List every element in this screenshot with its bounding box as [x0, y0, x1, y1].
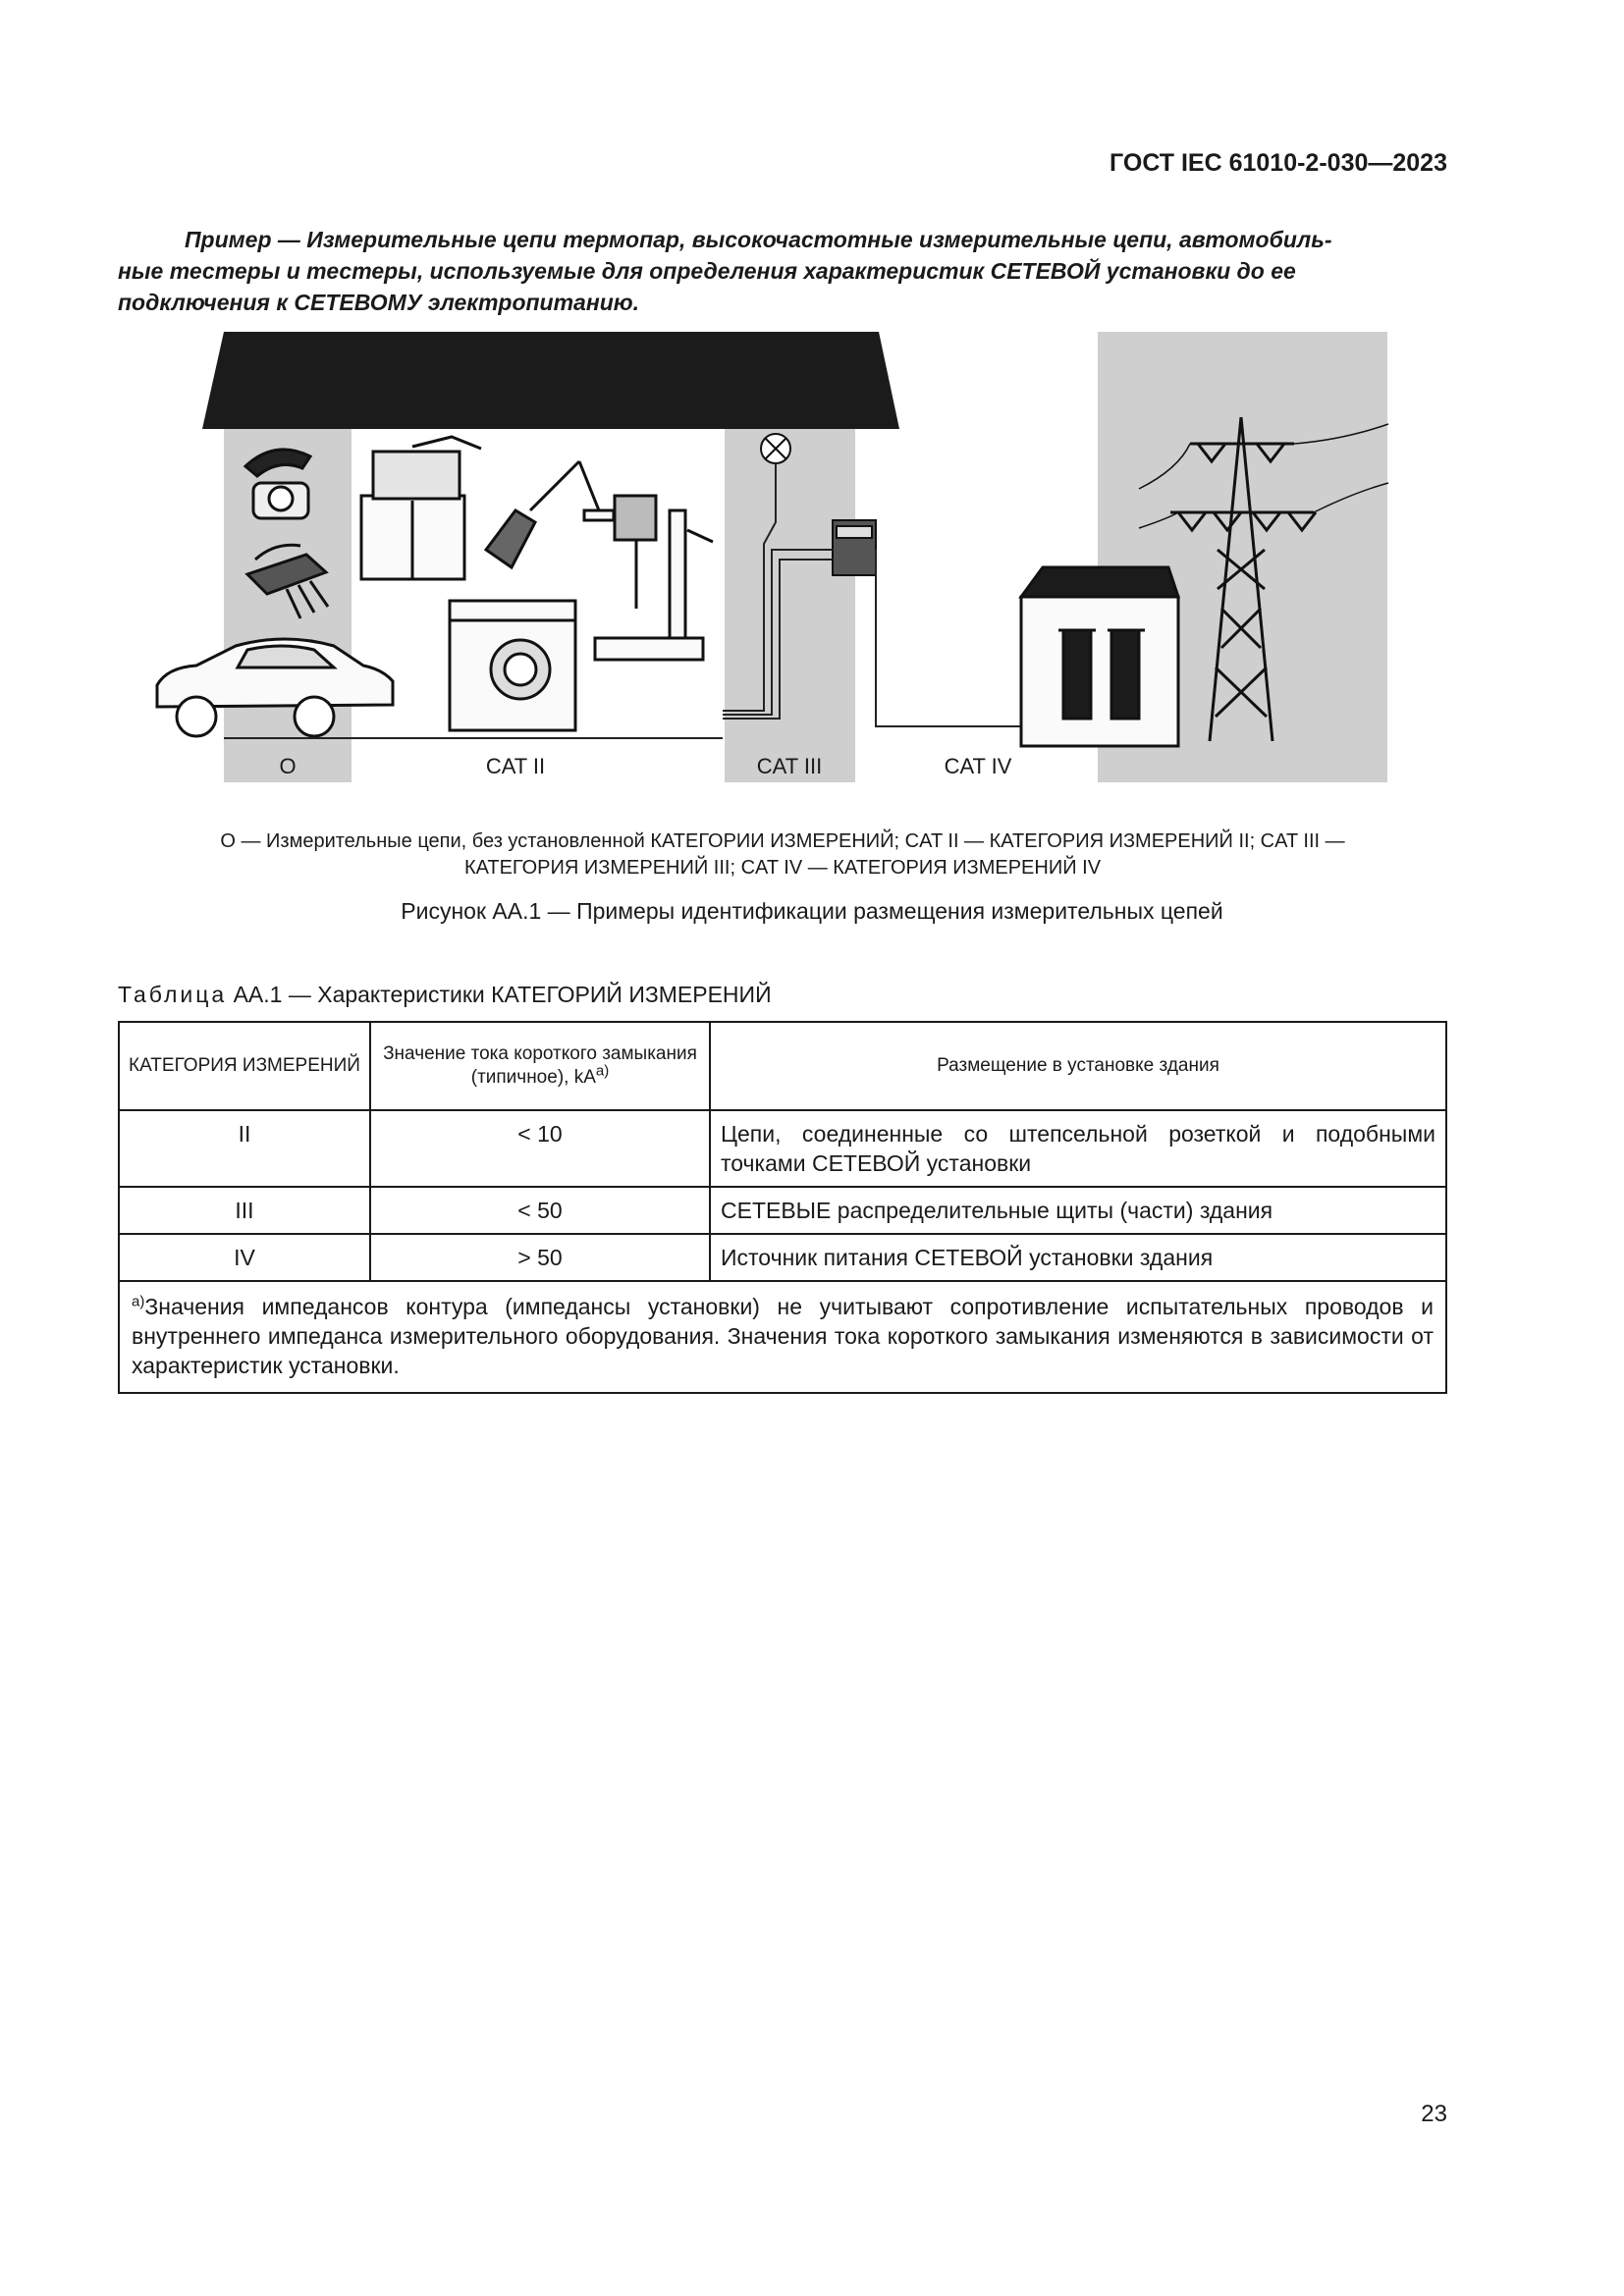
table-footnote: [119, 1281, 1446, 1393]
document-header: ГОСТ IEC 61010-2-030—2023: [1110, 149, 1447, 177]
cell-category: II: [119, 1110, 370, 1187]
cell-current: > 50: [370, 1234, 710, 1281]
zone-cat3-background: [725, 417, 855, 782]
header-current: [370, 1022, 710, 1110]
table-title-prefix: Таблица: [118, 982, 228, 1007]
cell-current: < 50: [370, 1187, 710, 1234]
table-row: [119, 1110, 1446, 1187]
zone-label-o: O: [279, 754, 297, 778]
washing-machine-icon: [450, 601, 575, 730]
header-current-note: a): [595, 1062, 610, 1080]
table-footnote-row: [119, 1281, 1446, 1393]
example-line-3: подключения к СЕТЕВОМУ электропитанию.: [118, 290, 640, 315]
zone-o-background: [224, 417, 352, 782]
telephone-icon: [245, 450, 310, 518]
copier-icon: [361, 437, 481, 579]
cell-placement: СЕТЕВЫЕ распределительные щиты (части) здания: [710, 1187, 1446, 1234]
example-line-2: ные тестеры и тестеры, используемые для определения характеристик СЕТЕВОЙ установки до ее: [118, 258, 1296, 284]
distribution-panel-icon: [833, 520, 876, 575]
table-row: [119, 1187, 1446, 1234]
cell-current: < 10: [370, 1110, 710, 1187]
table-title-text: АА.1 — Характеристики КАТЕГОРИЙ ИЗМЕРЕНИЙ: [233, 982, 772, 1007]
table-title: [118, 982, 772, 1008]
table-header-row: [119, 1022, 1446, 1110]
page-number: 23: [1421, 2101, 1447, 2127]
cell-placement: Цепи, соединенные со штепсельной розеткой и подобными точками СЕТЕВОЙ установки: [710, 1110, 1446, 1187]
footnote-mark: a): [132, 1293, 145, 1310]
header-placement: Размещение в установке здания: [710, 1022, 1446, 1110]
cell-category: III: [119, 1187, 370, 1234]
zone-label-cat3: CAT III: [756, 754, 823, 778]
legend-line-1: О — Измерительные цепи, без установленной КАТЕГОРИИ ИЗМЕРЕНИЙ; CAT II — КАТЕГОРИЯ ИЗМЕРЕНИЙ II; CAT III —: [220, 830, 1345, 852]
figure-measurement-categories: [0, 0, 1624, 805]
cell-category: IV: [119, 1234, 370, 1281]
zone-label-cat4: CAT IV: [944, 754, 1012, 778]
house-roof: [202, 332, 899, 429]
footnote-text: Значения импедансов контура (импедансы установки) не учитывают сопротивление испытательных проводов и внутреннего импеданса измерительного оборудования. Значения тока короткого замыкания изменяются в зависимости от характеристик установки.: [132, 1294, 1434, 1378]
example-line-1: Пример — Измерительные цепи термопар, высокочастотные измерительные цепи, автомобиль-: [185, 227, 1332, 252]
desk-lamp-icon: [486, 461, 614, 567]
figure-caption: Рисунок АА.1 — Примеры идентификации размещения измерительных цепей: [401, 898, 1223, 924]
figure-legend: [118, 828, 1447, 881]
legend-line-2: КАТЕГОРИЯ ИЗМЕРЕНИЙ III; CAT IV — КАТЕГОРИЯ ИЗМЕРЕНИЙ IV: [463, 857, 1102, 879]
header-category: КАТЕГОРИЯ ИЗМЕРЕНИЙ: [119, 1022, 370, 1110]
transformer-station-icon: [1021, 567, 1178, 746]
cell-placement: Источник питания СЕТЕВОЙ установки здания: [710, 1234, 1446, 1281]
header-current-text: Значение тока короткого замыкания (типичное), kA: [383, 1043, 697, 1088]
zone-label-cat2: CAT II: [485, 754, 546, 778]
ceiling-lamp-icon: [761, 434, 790, 463]
categories-table: [118, 1021, 1447, 1394]
table-row: [119, 1234, 1446, 1281]
